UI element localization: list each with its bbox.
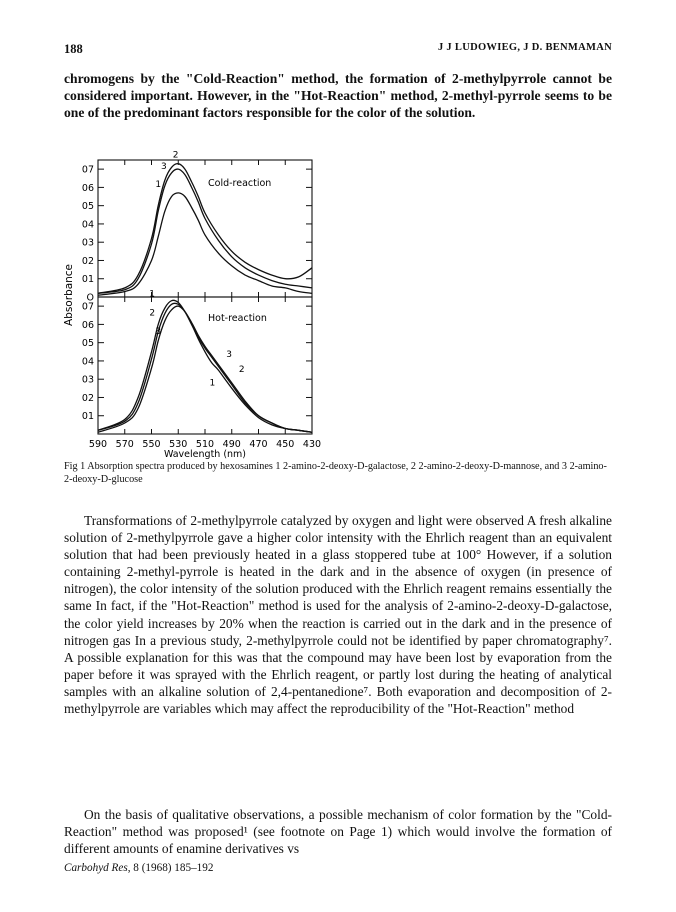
panel-frame [98, 160, 312, 297]
x-tick-label: 590 [88, 439, 108, 450]
journal-name: Carbohyd Res [64, 862, 128, 874]
journal-footer [64, 862, 213, 874]
curve-label-3: 3 [226, 349, 232, 360]
x-tick-label: 450 [276, 439, 295, 450]
journal-citation: , 8 (1968) 185–192 [127, 862, 214, 874]
figure-caption: Fig 1 Absorption spectra produced by hexosamines 1 2-amino-2-deoxy-D-galactose, 2 2-amino-2-deoxy-D-mannose, and 3 2-amino-2-deoxy-D-glucose [64, 461, 607, 485]
curve-cold-3 [98, 169, 312, 293]
y-tick-label: O [86, 292, 94, 304]
x-tick-label: 430 [302, 439, 322, 450]
y-tick-label: 03 [81, 237, 94, 249]
curve-label-1: 1 [209, 378, 216, 389]
x-tick-label: 490 [222, 439, 241, 450]
x-tick-label: 570 [115, 439, 134, 450]
y-tick-label: 03 [81, 374, 94, 386]
x-tick-label: 550 [142, 439, 161, 450]
panel-title-hot: Hot-reaction [208, 313, 267, 324]
panel-title-cold: Cold-reaction [208, 178, 272, 189]
y-tick-label: 07 [81, 164, 94, 176]
paragraph-intro: chromogens by the "Cold-Reaction" method, the formation of 2-methylpyrrole cannot be considered important. However, in the "Hot-Reaction" method, 2-methyl-pyrrole seems to be one of the predominant factors responsible for the color of the solution. [64, 71, 612, 120]
curve-label-1: 1 [149, 289, 156, 300]
x-tick-label: 510 [195, 439, 215, 450]
curve-label-2: 2 [172, 150, 179, 161]
curve-cold-1 [98, 193, 312, 295]
x-axis-label: Wavelength (nm) [163, 449, 247, 460]
running-authors: J J LUDOWIEG, J D. BENMAMAN [437, 42, 612, 53]
y-tick-label: 05 [81, 201, 94, 213]
curve-hot-1 [98, 300, 312, 432]
curve-label-3: 3 [155, 327, 162, 338]
y-tick-label: 06 [81, 319, 94, 331]
y-tick-label: 01 [81, 411, 94, 423]
y-tick-label: 02 [81, 392, 94, 404]
curve-label-3: 3 [161, 161, 167, 172]
y-axis-label: Absorbance [63, 263, 75, 327]
paragraph-mechanism: On the basis of qualitative observations, a possible mechanism of color formation by the "Cold-Reaction" method was proposed¹ (see footnote on Page 1) which would involve the formation of different amounts of enamine derivatives vs [64, 807, 612, 857]
curve-cold-2 [98, 161, 312, 294]
paragraph-transformations: Transformations of 2-methylpyrrole catalyzed by oxygen and light were observed A fresh alkaline solution of 2-methylpyrrole gave a higher color intensity with the Ehrlich reagent than an equivalent solution that had been previously heated in a glass stoppered tube at 100° However, if a solution containing 2-methyl-pyrrole is heated in the dark and in the absence of oxygen (in presence of nitrogen), the color intensity of the solution produced with the Ehrlich reagent remains essentially the same In fact, if the "Hot-Reaction" method is used for the analysis of 2-amino-2-deoxy-D-galactose, the color yield increases by 20% when the reaction is carried out in the dark and in the presence of nitrogen gas In a previous study, 2-methylpyrrole could not be identified by paper chromatography⁷. A possible explanation for this was that the compound may have been lost by evaporation from the paper before it was sprayed with the Ehrlich reagent, or partly lost during the heating of analytical samples with an alkaline solution of 2,4-pentanedione⁷. Both evaporation and decomposition of 2-methylpyrrole are variables which may affect the reproducibility of the "Hot-Reaction" method [64, 513, 612, 717]
y-tick-label: 04 [81, 219, 94, 231]
y-tick-label: 07 [81, 301, 94, 313]
page-number: 188 [64, 42, 83, 56]
x-tick-label: 470 [249, 439, 268, 450]
y-tick-label: 05 [81, 338, 94, 350]
y-tick-label: 04 [81, 356, 94, 368]
y-tick-label: 01 [81, 274, 94, 286]
curve-label-2: 2 [238, 364, 245, 375]
x-tick-label: 530 [169, 439, 188, 450]
curve-label-2: 2 [149, 308, 156, 319]
y-tick-label: 02 [81, 255, 94, 267]
curve-label-1: 1 [155, 180, 162, 191]
y-tick-label: 06 [81, 182, 94, 194]
